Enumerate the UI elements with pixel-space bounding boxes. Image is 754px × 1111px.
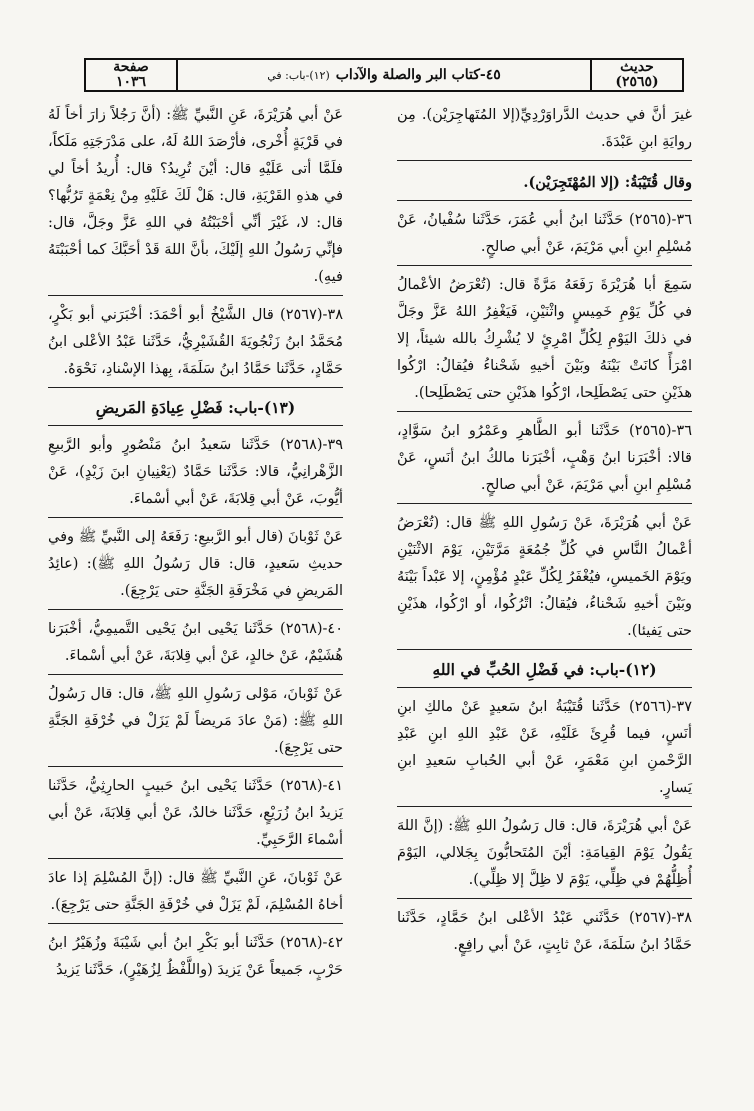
text-block: وقال قُتَيْبَةُ: (إلا المُهْتَجِرَيْن).	[397, 160, 692, 200]
chapter-heading: (١٢)-باب: في فَضْلِ الحُبِّ في اللهِ	[397, 649, 692, 687]
chapter-heading: (١٣)-باب: فَضْلِ عِيادَةِ المَريضِ	[48, 387, 343, 425]
matn-block: عَنْ أبي هُرَيْرَةَ، قال: قال رَسُولُ اللهِ ﷺ: (إنَّ اللهَ يَقُولُ يَوْمَ القِيامَةِ: أيْنَ المُتَحابُّونَ بِجَلالي، اليَوْمَ أُظِلُّهُمْ في ظِلِّي، يَوْمَ لا ظِلَّ إلا ظِلِّي).	[397, 806, 692, 898]
page-number: ١٠٣٦	[115, 74, 147, 90]
isnad-block: ٣٩-(٢٥٦٨) حَدَّثَنا سَعيدُ ابنُ مَنْصُورٍ وأبو الرَّبيعِ الزَّهْرانِيُّ، قالا: حَدَّثَنا حَمَّادٌ (يَعْنِيانِ ابنَ زَيْدٍ)، عَنْ أيُّوبَ، عَنْ أبي قِلابَةَ، عَنْ أبي أسْماءَ.	[48, 425, 343, 517]
page-header	[84, 58, 684, 92]
matn-block: عَنْ ثَوْبانَ، عَنِ النَّبيِّ ﷺ قال: (إنَّ المُسْلِمَ إذا عادَ أخاهُ المُسْلِمَ، لَمْ يَزَلْ في خُرْفَةِ الجَنَّةِ حتى يَرْجِعَ).	[48, 858, 343, 923]
isnad-block: ٣٦-(٢٥٦٥) حَدَّثَنا أبو الطَّاهرِ وعَمْرُو ابنُ سَوَّادٍ، قالا: أخْبَرَنا ابنُ وَهْبٍ، أخْبَرَنا مالكُ ابنُ أنَسٍ، عَنْ مُسْلِمِ ابنِ أبي مَرْيَمَ، عَنْ أبي صالحٍ.	[397, 411, 692, 503]
hadith-number: (٢٥٦٥)	[615, 74, 659, 90]
isnad-block: ٤١-(٢٥٦٨) حَدَّثَنا يَحْيى ابنُ حَبيبٍ الحارِثِيُّ، حَدَّثَنا يَزيدُ ابنُ زُرَيْعٍ، حَدَّثَنا خالدٌ، عَنْ أبي قِلابَةَ، عَنْ أبي أسْماءَ الرَّحَبِيِّ.	[48, 766, 343, 858]
hadith-label: حديث	[620, 59, 654, 75]
running-title	[178, 60, 590, 90]
isnad-block: ٣٨-(٢٥٦٧) حَدَّثَني عَبْدُ الأعْلى ابنُ حَمَّادٍ، حَدَّثَنا حَمَّادُ ابنُ سَلَمَةَ، عَنْ ثابِتٍ، عَنْ أبي رافِعٍ.	[397, 898, 692, 963]
matn-block: عَنْ ثَوْبانَ، مَوْلى رَسُولِ اللهِ ﷺ، قال: قال رَسُولُ اللهِ ﷺ: (مَنْ عادَ مَريضاً لَمْ يَزَلْ في خُرْفَةِ الجَنَّةِ حتى يَرْجِعَ).	[48, 674, 343, 766]
matn-block: سَمِعَ أبا هُرَيْرَةَ رَفَعَهُ مَرَّةً قال: (تُعْرَضُ الأعْمالُ في كُلِّ يَوْمِ خَمِيسٍ واثْنَيْنِ، فَيَغْفِرُ اللهُ عَزَّ وجَلَّ في ذلكَ اليَوْمِ لِكُلِّ امْرِئٍ لا يُشْرِكُ بالله شيئاً، إلا امْرَأً كانَتْ بَيْنَهُ وبَيْنَ أخيهِ شَحْناءُ فيُقالُ: ارْكُوا هذَيْنِ حتى يَصْطَلِحا، ارْكُوا هذَيْنِ حتى يَصْطَلِحا).	[397, 265, 692, 411]
matn-block: عَنْ أبي هُرَيْرَةَ، عَنْ رَسُولِ اللهِ ﷺ قال: (تُعْرَضُ أعْمالُ النَّاسِ في كُلِّ جُمُعَةٍ مَرَّتَيْنِ، يَوْمَ الاثْنَيْنِ ويَوْمَ الخَميسِ، فيُغْفَرُ لِكُلِّ عَبْدٍ مُؤْمِنٍ، إلا عَبْداً بَيْنَهُ وبَيْنَ أخيهِ شَحْناءُ، فيُقالُ: اتْرُكُوا، أو ارْكُوا، هذَيْنِ حتى يَفيئا).	[397, 503, 692, 649]
isnad-block: ٣٧-(٢٥٦٦) حَدَّثَنا قُتَيْبَةُ ابنُ سَعيدٍ عَنْ مالكِ ابنِ أنَسٍ، فيما قُرِئَ عَلَيْهِ، عَنْ عَبْدِ اللهِ ابنِ عَبْدِ الرَّحْمنِ ابنِ مَعْمَرٍ، عَنْ أبي الحُبابِ سَعيدِ ابنِ يَسارٍ.	[397, 687, 692, 806]
matn-block: عَنْ ثَوْبانَ (قال أبو الرَّبيعِ: رَفَعَهُ إلى النَّبيِّ ﷺ وفي حديثِ سَعيدٍ، قال: قال رَسُولُ اللهِ ﷺ): (عائِدُ المَريضِ في مَخْرَفَةِ الجَنَّةِ حتى يَرْجِعَ).	[48, 517, 343, 609]
text-block: غيرَ أنَّ في حديث الدَّراوَرْدِيِّ(إلا المُتَهاجِرَيْن). مِن روايَةِ ابنِ عَبْدَةَ.	[397, 107, 692, 150]
isnad-block: ٣٦-(٢٥٦٥) حَدَّثَنا ابنُ أبي عُمَرَ، حَدَّثَنا سُفْيانُ، عَنْ مُسْلِمِ ابنِ أبي مَرْيَمَ، عَنْ أبي صالحٍ.	[397, 200, 692, 265]
book-title: ٤٥-كتاب البر والصلة والآداب	[335, 67, 501, 83]
page-label: صفحة	[113, 59, 149, 75]
chapter-ref: (١٢)-باب: في	[267, 68, 330, 82]
right-column	[397, 96, 692, 1096]
hadith-number-box	[590, 60, 682, 90]
isnad-block: ٤٢-(٢٥٦٨) حَدَّثَنا أبو بَكْرِ ابنُ أبي شَيْبَةَ وزُهَيْرُ ابنُ حَرْبٍ، جَميعاً عَنْ يَزيدَ (واللَّفْظُ لِزُهَيْرٍ)، حَدَّثَنا يَزيدُ	[48, 923, 343, 988]
isnad-block: ٣٨-(٢٥٦٧) قال الشَّيْخُ أبو أحْمَدَ: أخْبَرَني أبو بَكْرٍ، مُحَمَّدُ ابنُ زَنْجُويَةَ القُشَيْرِيُّ، حَدَّثَنا عَبْدُ الأعْلى ابنُ حَمَّادٍ، حَدَّثَنا حَمَّادُ ابنُ سَلَمَةَ، بِهذا الإسْنادِ، نَحْوَهُ.	[48, 295, 343, 387]
page-number-box	[86, 60, 178, 90]
isnad-block: ٤٠-(٢٥٦٨) حَدَّثَنا يَحْيى ابنُ يَحْيى التَّميمِيُّ، أخْبَرَنا هُشَيْمٌ، عَنْ خالدٍ، عَنْ أبي قِلابَةَ، عَنْ أبي أسْماءَ.	[48, 609, 343, 674]
matn-block: عَنْ أبي هُرَيْرَةَ، عَنِ النَّبيِّ ﷺ: (أنَّ رَجُلاً زارَ أخاً لَهُ في قَرْيَةٍ أُخْرى، فأرْصَدَ اللهُ لَهُ، على مَدْرَجَتِهِ مَلَكاً، فلَمَّا أتى عَلَيْهِ قال: أيْنَ تُرِيدُ؟ قال: أُريدُ أخاً لي في هذهِ القَرْيَةِ، قال: هَلْ لَكَ عَلَيْهِ مِنْ نِعْمَةٍ تَرُبُّها؟ قال: لا، غَيْرَ أنِّي أحْبَبْتُهُ في اللهِ عَزَّ وجَلَّ، قال: فإنِّي رَسُولُ اللهِ إلَيْكَ، بأنَّ اللهَ قَدْ أحَبَّكَ كما أحْبَبْتَهُ فيهِ).	[48, 107, 343, 285]
left-column	[48, 96, 343, 1096]
